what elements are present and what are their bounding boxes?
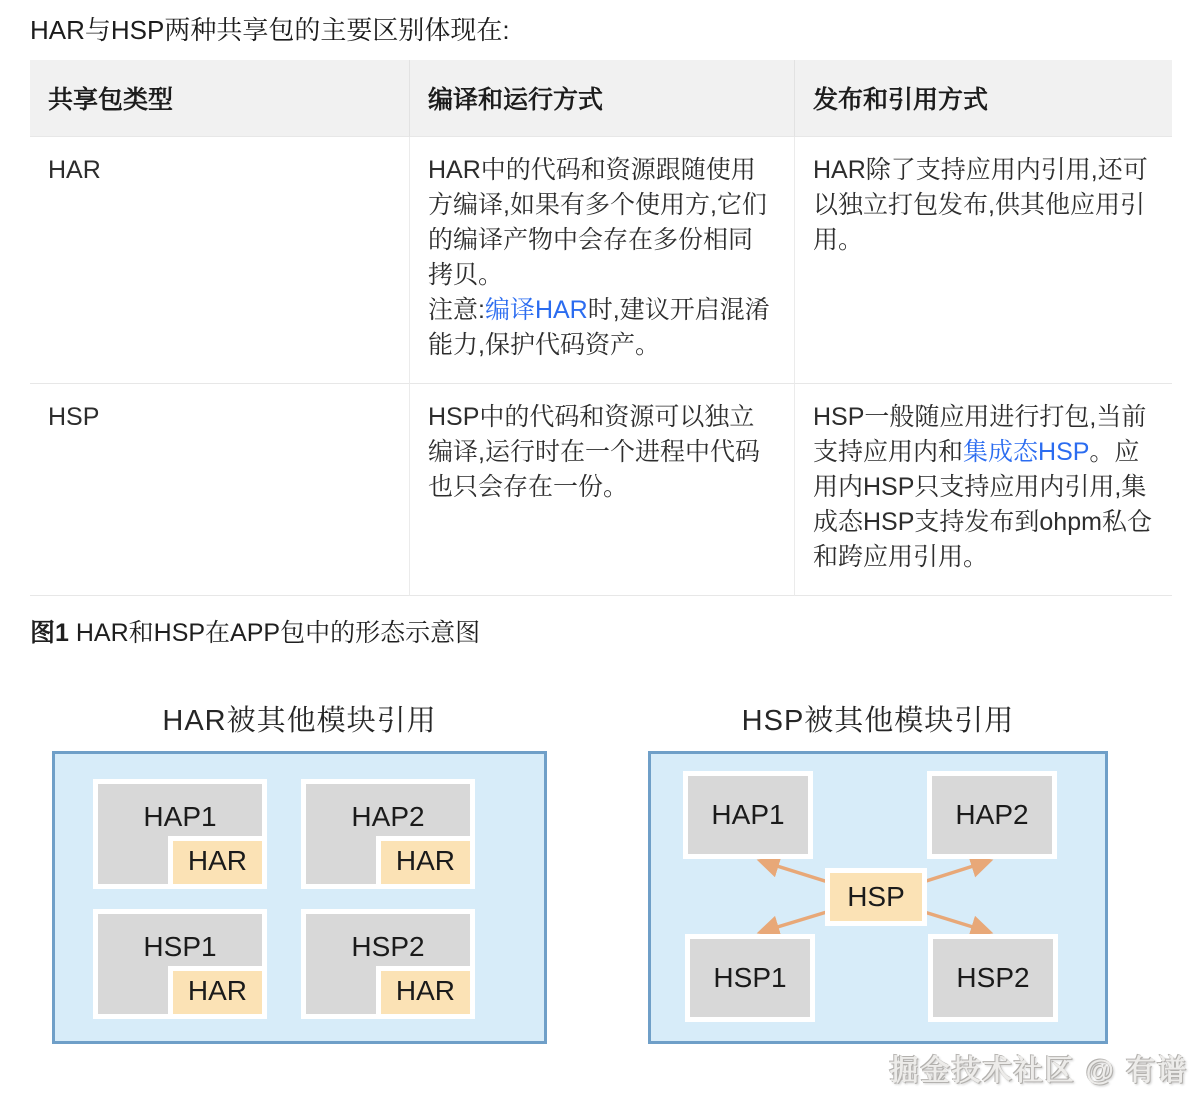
watermark: 掘金技术社区 @ 有谱 [889, 1055, 1188, 1087]
note-suffix: 时,建议开启混淆能力,保护代码资产。 [428, 296, 770, 359]
cell-hsp-type: HSP [30, 384, 410, 596]
cell-hsp-publish [795, 384, 1172, 596]
cell-hsp-compile: HSP中的代码和资源可以独立编译,运行时在一个进程中代码也只会存在一份。 [410, 384, 795, 596]
har-chip: HAR [168, 966, 267, 1019]
module-hap2 [301, 779, 475, 889]
note-prefix: 注意: [428, 296, 485, 324]
figure-caption-label: 图1 [30, 619, 69, 647]
module-hsp2 [301, 909, 475, 1019]
module-label: HSP2 [351, 931, 425, 962]
th-package-type: 共享包类型 [30, 60, 410, 137]
hsp-publish-suffix: 。应用内HSP只支持应用内引用,集成态HSP支持发布到ohpm私仓和跨应用引用。 [813, 438, 1152, 571]
box-hap2: HAP2 [927, 771, 1057, 859]
har-chip: HAR [168, 836, 267, 889]
box-hap1: HAP1 [683, 771, 813, 859]
har-compile-text: HAR中的代码和资源跟随使用方编译,如果有多个使用方,它们的编译产物中会存在多份相同拷贝。 [428, 156, 767, 289]
module-label: HSP1 [143, 931, 217, 962]
diagram-title-har: HAR被其他模块引用 [162, 705, 437, 737]
cell-har-publish: HAR除了支持应用内引用,还可以独立打包发布,供其他应用引用。 [795, 137, 1172, 384]
module-hap1 [93, 779, 267, 889]
comparison-table [30, 60, 1172, 596]
link-compile-har[interactable]: 编译HAR [484, 296, 588, 324]
figure-caption-text: HAR和HSP在APP包中的形态示意图 [68, 619, 481, 647]
link-integrated-hsp[interactable]: 集成态HSP [963, 438, 1090, 466]
module-label: HAP2 [351, 801, 425, 832]
cell-har-type: HAR [30, 137, 410, 384]
th-publish-reference: 发布和引用方式 [795, 60, 1172, 137]
figure-caption [30, 618, 1172, 648]
har-chip: HAR [376, 836, 475, 889]
har-chip: HAR [376, 966, 475, 1019]
module-hsp1 [93, 909, 267, 1019]
module-label: HAP1 [143, 801, 217, 832]
diagram-title-hsp: HSP被其他模块引用 [741, 705, 1015, 737]
box-hsp1: HSP1 [685, 934, 815, 1022]
figure-1 [0, 648, 1202, 1113]
hsp-publish-prefix: HSP一般随应用进行打包,当前支持应用内和 [813, 403, 1147, 466]
har-compile-note [428, 293, 774, 363]
intro-text: HAR与HSP两种共享包的主要区别体现在: [30, 15, 510, 45]
har-module-grid [55, 754, 544, 1019]
box-hsp2: HSP2 [928, 934, 1058, 1022]
table-row-hsp [30, 384, 1172, 596]
box-hsp-center: HSP [825, 868, 927, 926]
table-header-row [30, 60, 1172, 137]
table-row-har [30, 137, 1172, 384]
har-diagram-panel [52, 751, 547, 1044]
hsp-diagram-panel [648, 751, 1108, 1044]
th-compile-run: 编译和运行方式 [410, 60, 795, 137]
cell-har-compile [410, 137, 795, 384]
